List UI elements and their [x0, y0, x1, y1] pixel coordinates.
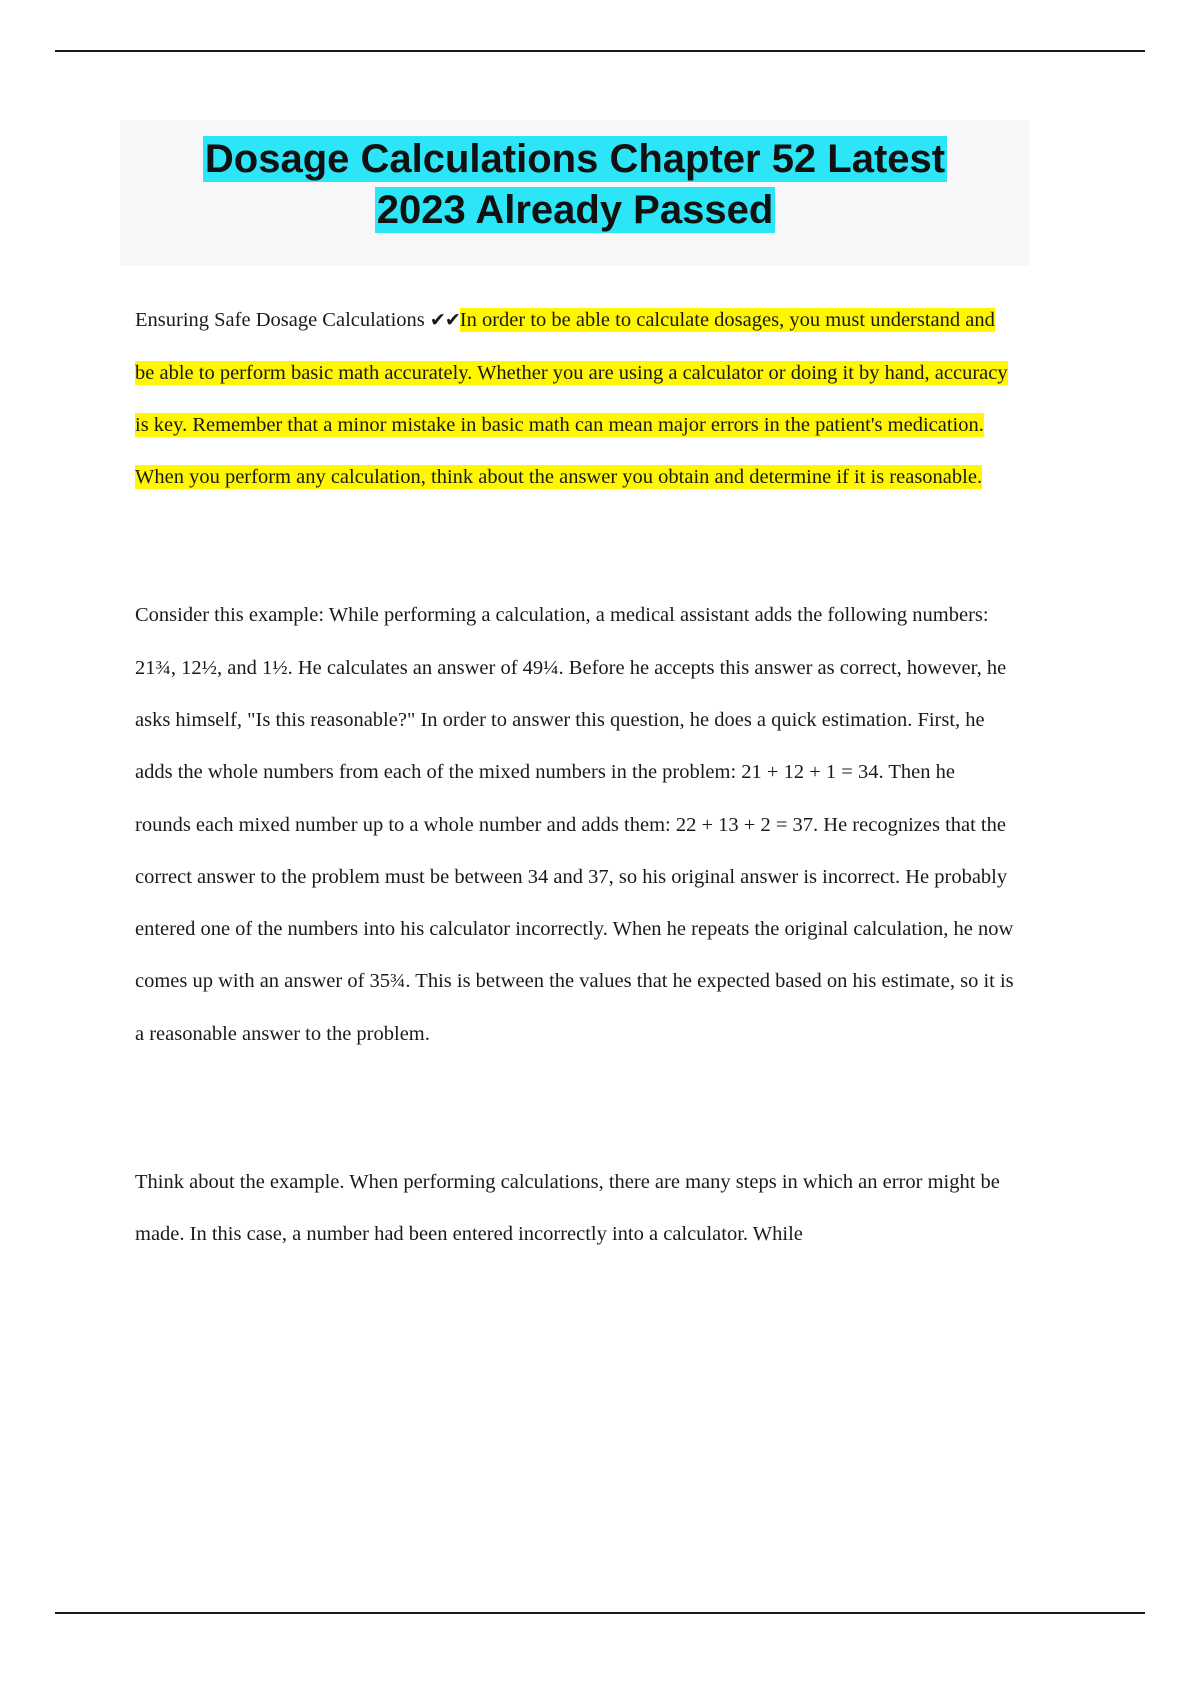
paragraph-1 [135, 294, 1015, 503]
page-title-line2 [375, 187, 776, 233]
page-title [140, 134, 1010, 236]
page-title-line1 [203, 136, 947, 182]
page-bottom-rule [55, 1612, 1145, 1614]
title-block [120, 120, 1030, 266]
paragraph-1-highlighted: In order to be able to calculate dosages, you must understand and be able to perform basic math accurately. Whether you are using a calculator or doing it by hand, accuracy is key. Remember that a minor mistake in basic math can mean major errors in the patient's medication. When you perform any calculation, think about the answer you obtain and determine if it is reasonable. [135, 309, 1008, 489]
title-line2-text: 2023 Already Passed [376, 188, 774, 233]
double-check-icon: ✔✔ [429, 309, 460, 332]
page-top-rule [55, 50, 1145, 52]
paragraph-3: Think about the example. When performing calculations, there are many steps in which an error might be made. In this case, a number had been entered incorrectly into a calculator. While [135, 1170, 1000, 1246]
paragraph-1-intro: Ensuring Safe Dosage Calculations [135, 309, 430, 332]
title-line1-text: Dosage Calculations Chapter 52 Latest [204, 137, 946, 181]
spacer-after-title [135, 266, 1015, 294]
spacer-2 [135, 1060, 1015, 1156]
spacer-1 [135, 503, 1015, 589]
document-content [135, 120, 1015, 1260]
paragraph-2: Consider this example: While performing a calculation, a medical assistant adds the following numbers: 21¾, 12½, and 1½. He calculates an answer of 49¼. Before he accepts this answer as correct, however, he asks himself, "Is this reasonable?" In order to answer this question, he does a quick estimation. First, he adds the whole numbers from each of the mixed numbers in the problem: 21 + 12 + 1 = 34. Then he rounds each mixed number up to a whole number and adds them: 22 + 13 + 2 = 37. He recognizes that the correct answer to the problem must be between 34 and 37, so his original answer is incorrect. He probably entered one of the numbers into his calculator incorrectly. When he repeats the original calculation, he now comes up with an answer of 35¾. This is between the values that he expected based on his estimate, so it is a reasonable answer to the problem. [135, 604, 1014, 1045]
